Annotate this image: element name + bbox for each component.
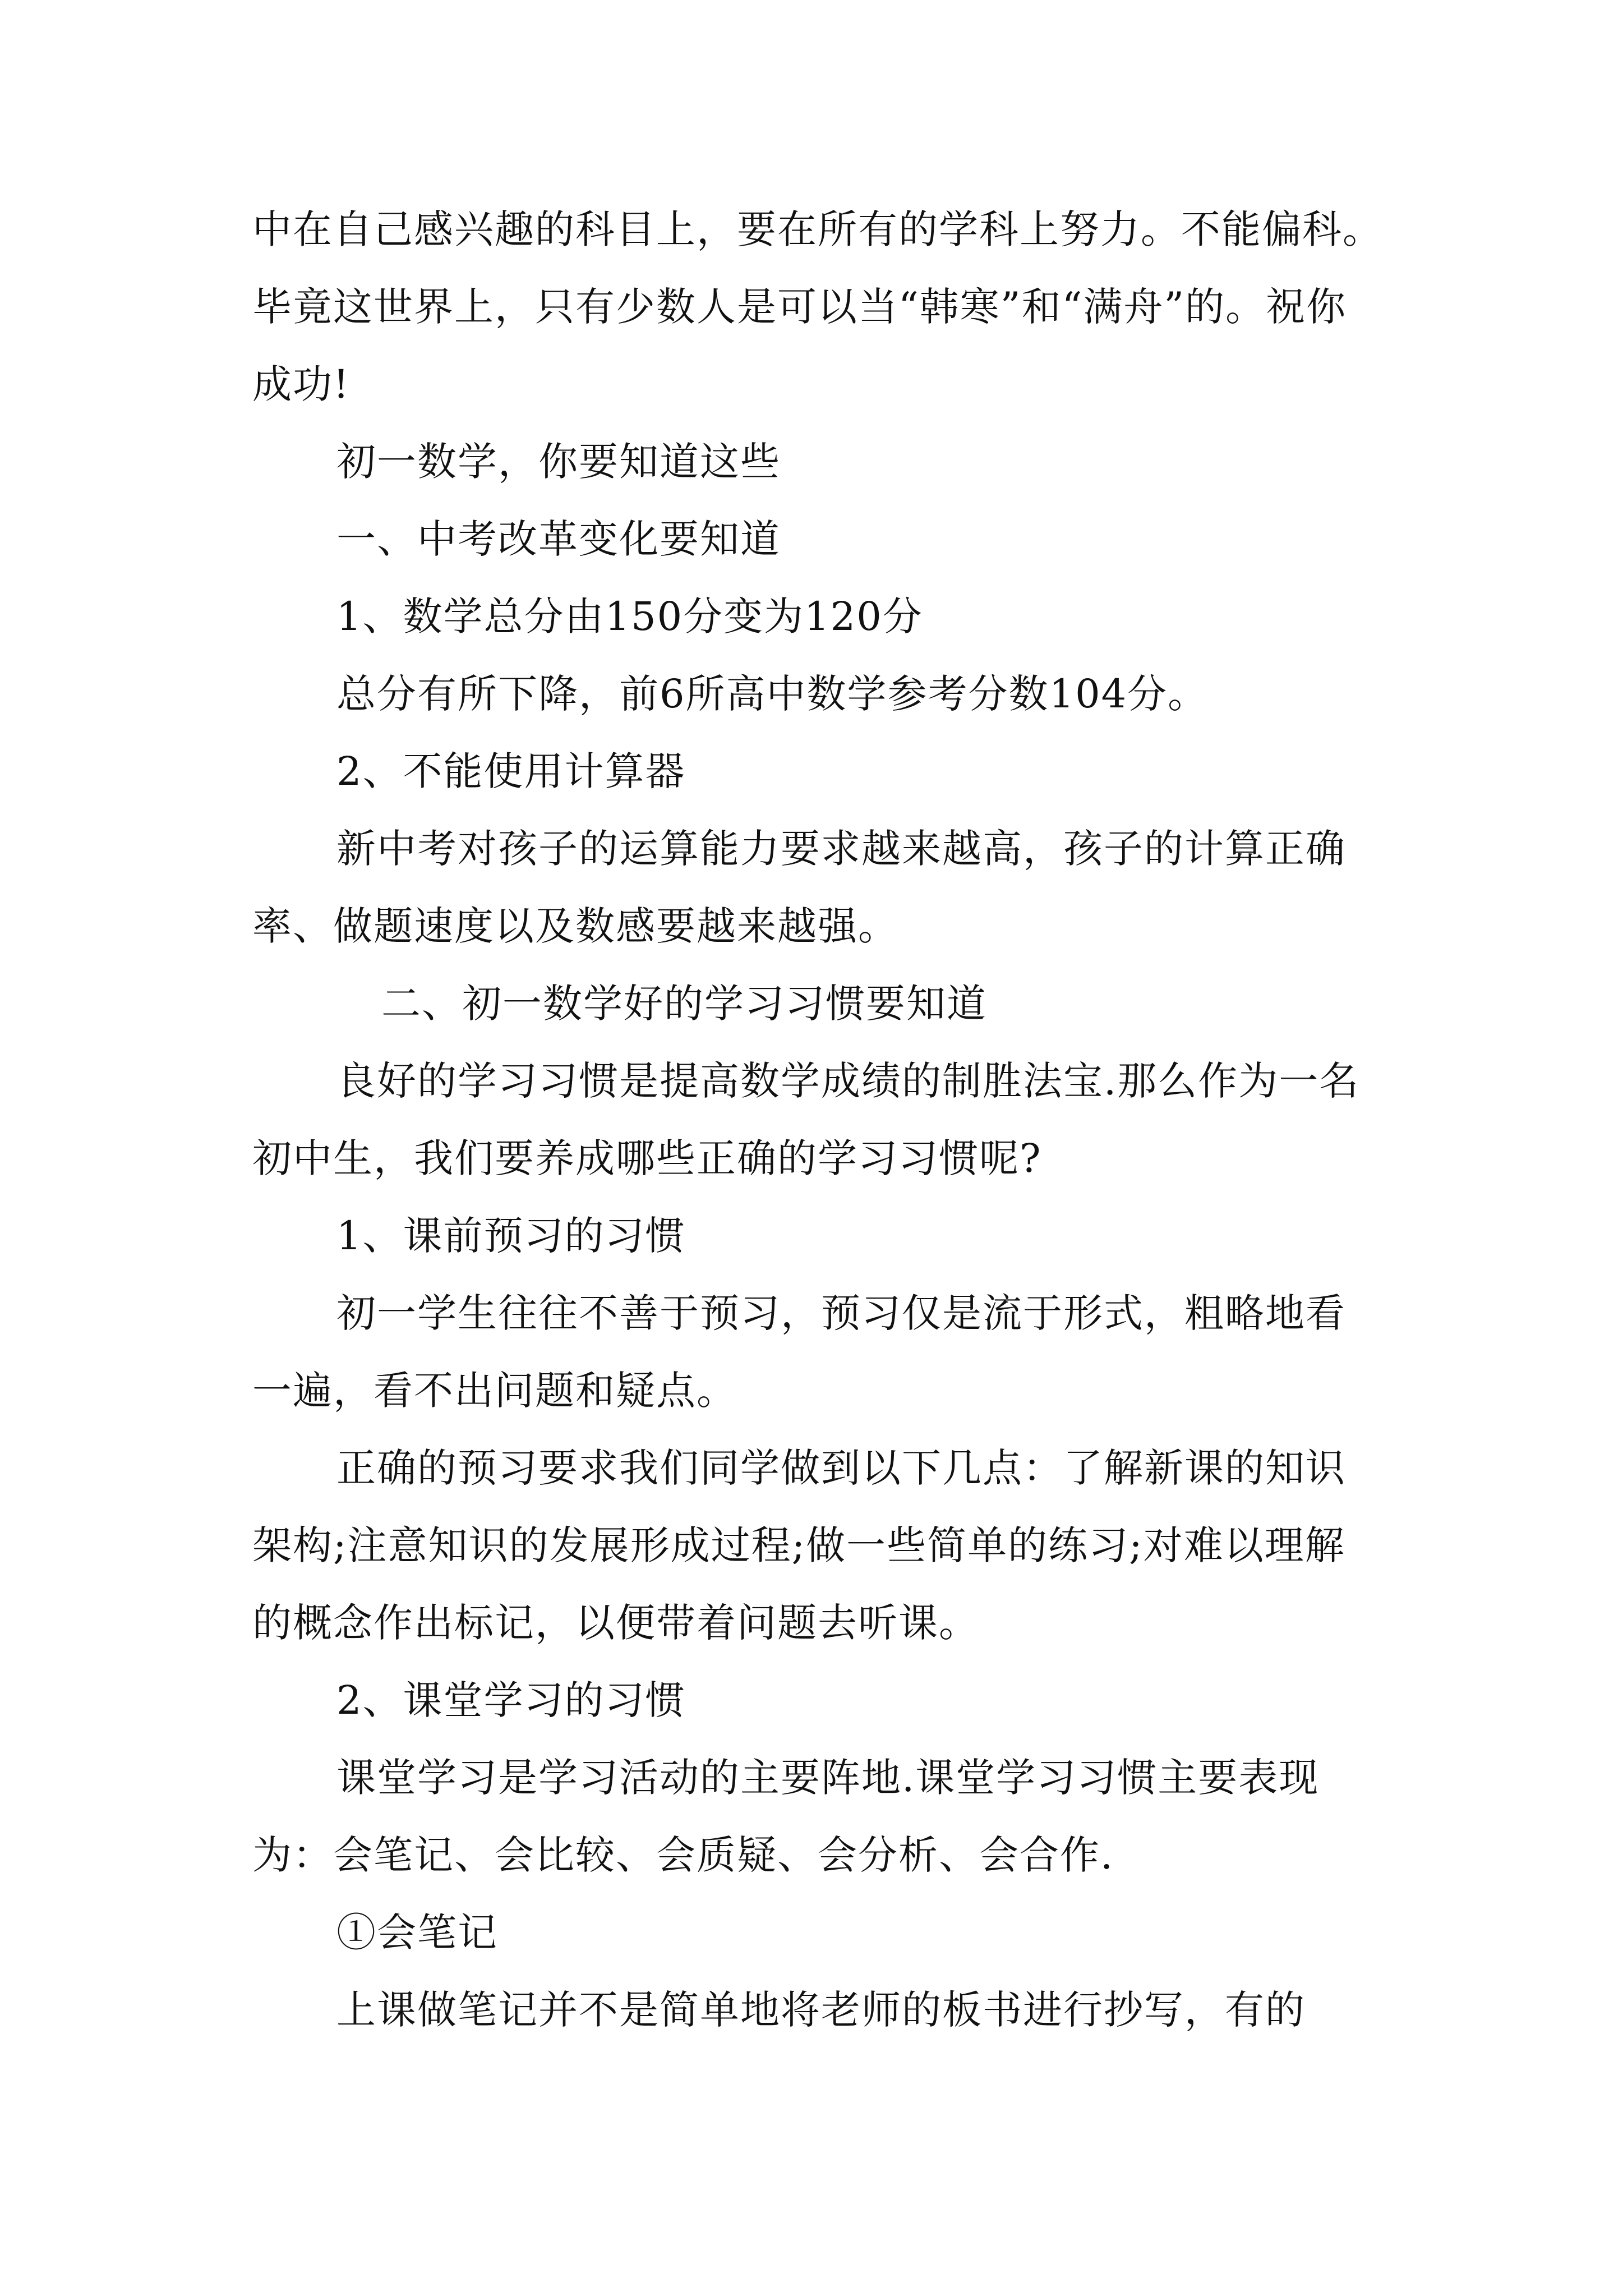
- paragraph-habits-intro: 良好的学习习惯是提高数学成绩的制胜法宝.那么作为一名初中生，我们要养成哪些正确的学习习惯呢?: [252, 1058, 1360, 1181]
- paragraph-preview-problem: 初一学生往往不善于预习，预习仅是流于形式，粗略地看一遍，看不出问题和疑点。: [252, 1290, 1346, 1414]
- section-heading-1: 一、中考改革变化要知道: [336, 516, 781, 562]
- paragraph-note-taking-detail: 上课做笔记并不是简单地将老师的板书进行抄写，有的: [336, 1987, 1306, 2033]
- paragraph-intro-continuation: 中在自己感兴趣的科目上，要在所有的学科上努力。不能偏科。毕竟这世界上，只有少数人是可以当“韩寒”和“满舟”的。祝你成功!: [252, 206, 1383, 407]
- section-heading-2: 二、初一数学好的学习习惯要知道: [381, 981, 987, 1027]
- article-title: 初一数学，你要知道这些: [336, 439, 781, 485]
- paragraph-score-detail: 总分有所下降，前6所高中数学参考分数104分。: [336, 671, 1209, 717]
- list-item-note-taking: ①会笔记: [336, 1910, 498, 1955]
- paragraph-classroom-detail: 课堂学习是学习活动的主要阵地.课堂学习习惯主要表现为：会笔记、会比较、会质疑、会分析、会合作.: [252, 1755, 1320, 1878]
- paragraph-preview-method: 正确的预习要求我们同学做到以下几点：了解新课的知识架构;注意知识的发展形成过程;做一些简单的练习;对难以理解的概念作出标记，以便带着问题去听课。: [252, 1445, 1346, 1646]
- list-item-classroom-habit: 2、课堂学习的习惯: [336, 1677, 686, 1723]
- list-item-score-change: 1、数学总分由150分变为120分: [336, 593, 923, 639]
- list-item-preview-habit: 1、课前预习的习惯: [336, 1213, 686, 1259]
- document-body: [252, 191, 1385, 2049]
- paragraph-calculation-detail: 新中考对孩子的运算能力要求越来越高，孩子的计算正确率、做题速度以及数感要越来越强。: [252, 826, 1346, 949]
- list-item-no-calculator: 2、不能使用计算器: [336, 748, 686, 794]
